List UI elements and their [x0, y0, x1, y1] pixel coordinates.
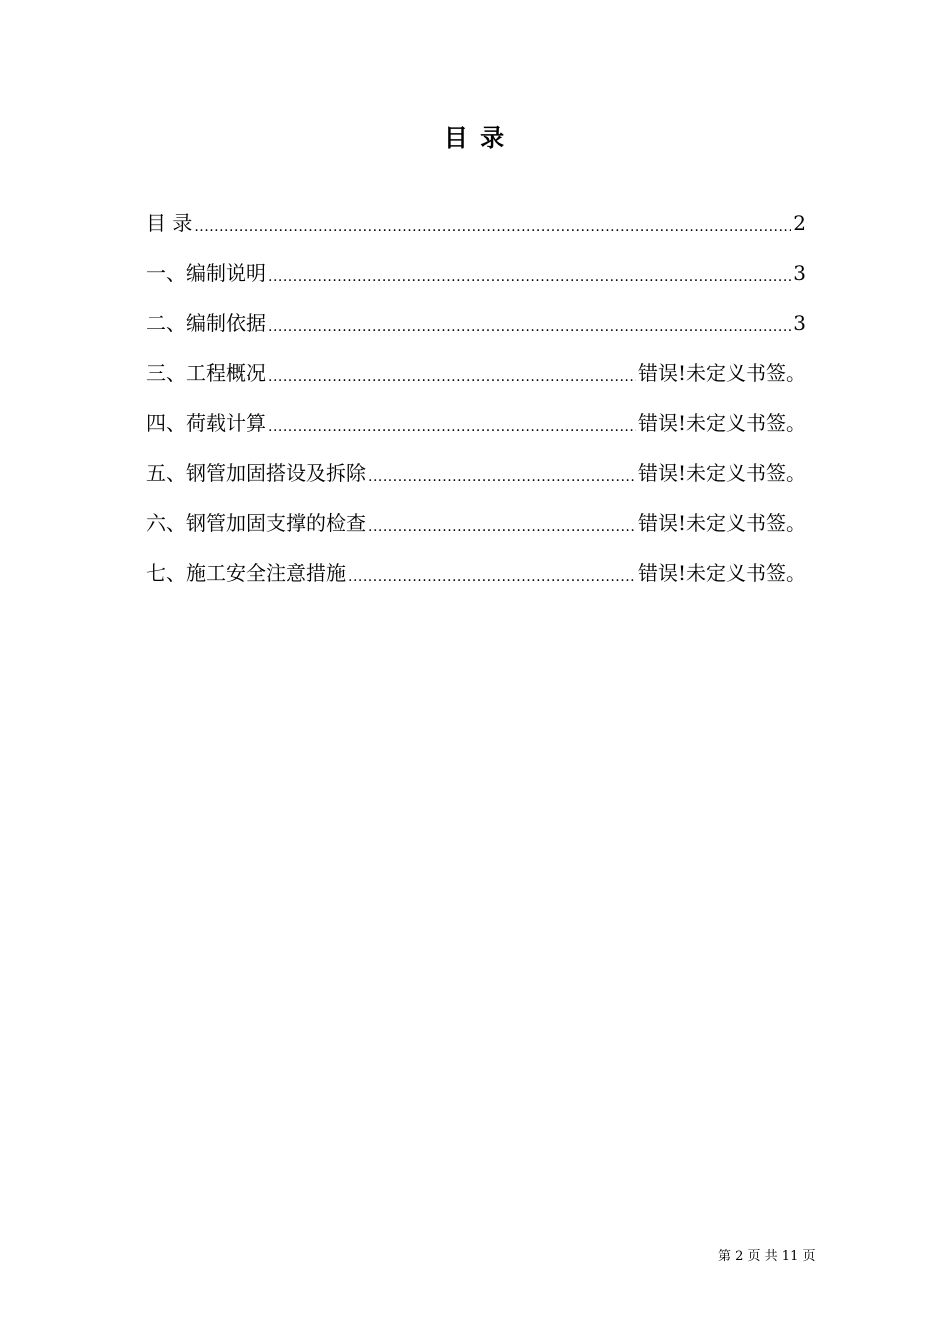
toc-entry-page: 错误!未定义书签。 [637, 461, 806, 485]
toc-leader-dots [348, 548, 636, 598]
toc-entry-label: 四、荷载计算 [146, 411, 266, 435]
page-footer: 第 2 页 共 11 页 [718, 1249, 816, 1264]
toc-entry-page: 2 [793, 211, 806, 235]
toc-entry-page: 错误!未定义书签。 [637, 411, 806, 435]
table-of-contents [146, 198, 806, 598]
toc-leader-dots [268, 398, 636, 448]
page-title: 目 录 [443, 124, 507, 152]
toc-entry-erection-removal[interactable] [146, 448, 806, 498]
toc-entry-label: 七、施工安全注意措施 [146, 561, 346, 585]
toc-entry-contents[interactable] [146, 198, 806, 248]
toc-entry-page: 3 [793, 311, 806, 335]
toc-leader-dots [194, 198, 791, 248]
toc-entry-compilation-basis[interactable] [146, 298, 806, 348]
toc-leader-dots [368, 448, 636, 498]
toc-entry-label: 三、工程概况 [146, 361, 266, 385]
toc-entry-page: 3 [793, 261, 806, 285]
toc-entry-label: 目 录 [146, 211, 193, 235]
toc-entry-label: 六、钢管加固支撑的检查 [146, 511, 366, 535]
toc-entry-safety-measures[interactable] [146, 548, 806, 598]
toc-entry-label: 一、编制说明 [146, 261, 266, 285]
toc-entry-page: 错误!未定义书签。 [637, 361, 806, 385]
toc-entry-compilation-notes[interactable] [146, 248, 806, 298]
toc-leader-dots [268, 248, 791, 298]
toc-leader-dots [268, 298, 791, 348]
toc-entry-label: 五、钢管加固搭设及拆除 [146, 461, 366, 485]
toc-entry-load-calculation[interactable] [146, 398, 806, 448]
toc-entry-label: 二、编制依据 [146, 311, 266, 335]
toc-entry-page: 错误!未定义书签。 [637, 511, 806, 535]
toc-leader-dots [368, 498, 636, 548]
toc-leader-dots [268, 348, 636, 398]
toc-entry-inspection[interactable] [146, 498, 806, 548]
toc-entry-project-overview[interactable] [146, 348, 806, 398]
toc-entry-page: 错误!未定义书签。 [637, 561, 806, 585]
